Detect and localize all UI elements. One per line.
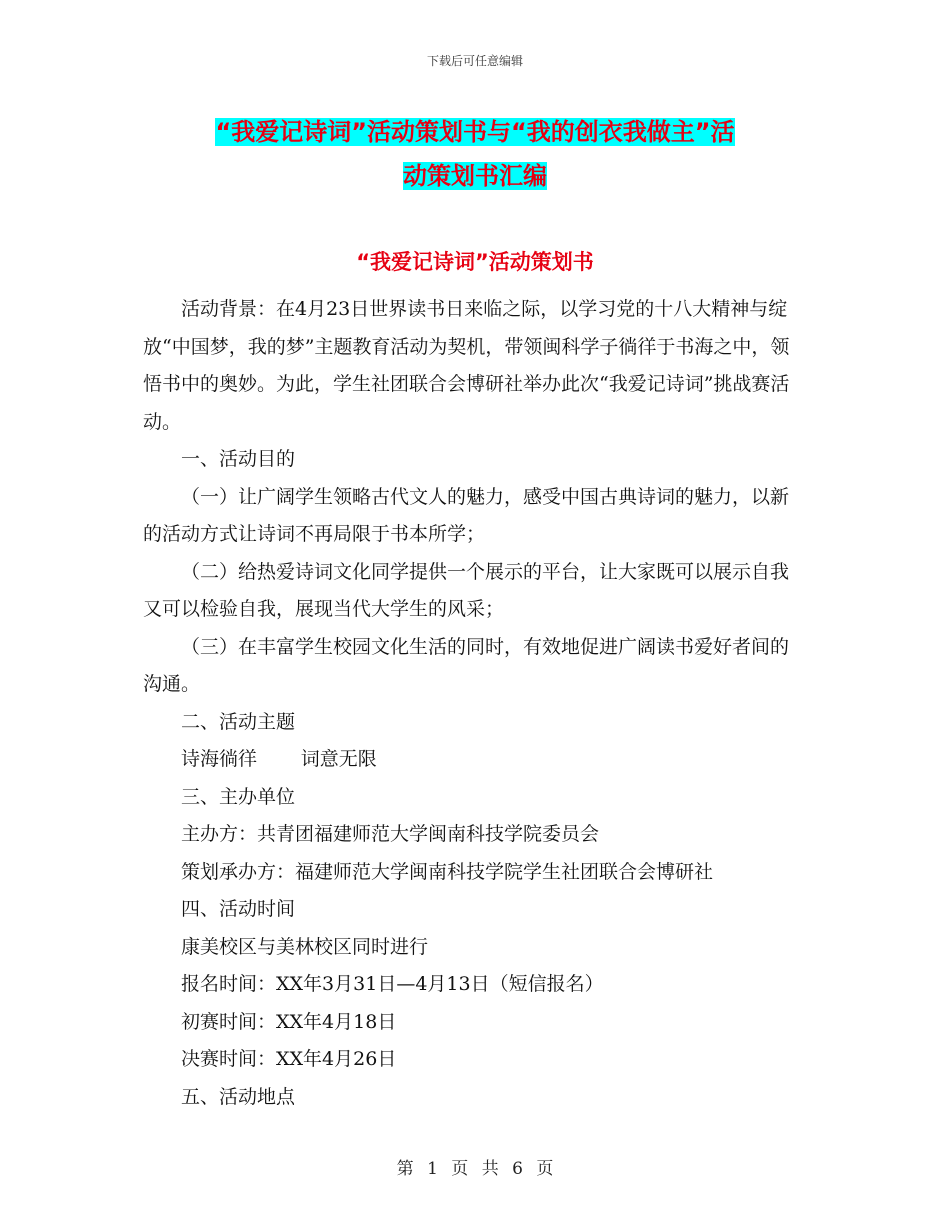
- final-time: 决赛时间：XX年4月26日: [181, 1048, 397, 1070]
- title-line-2: 动策划书汇编: [403, 162, 547, 190]
- header-note: 下载后可任意编辑: [426, 54, 523, 68]
- theme-line: [143, 741, 803, 779]
- host-line: 主办方：共青团福建师范大学闽南科技学院委员会: [181, 823, 600, 845]
- theme-part-2: 词意无限: [300, 748, 377, 770]
- section-title: “我爱记诗词”活动策划书: [356, 250, 594, 274]
- paragraph-background: 活动背景：在4月23日世界读书日来临之际，以学习党的十八大精神与绽放“中国梦，我的梦”主题教育活动为契机，带领闽科学子徜徉于书海之中，领悟书中的奥妙。为此，学生社团联合会博研社举办此次“我爱记诗词”挑战赛活动。: [143, 298, 790, 433]
- organizer-line: 策划承办方：福建师范大学闽南科技学院学生社团联合会博研社: [181, 860, 714, 883]
- footer-ye-2: 页: [536, 1159, 554, 1179]
- prelim-time: 初赛时间：XX年4月18日: [181, 1010, 397, 1033]
- theme-part-1: 诗海徜徉: [181, 748, 258, 770]
- signup-time: 报名时间：XX年3月31日—4月13日（短信报名）: [181, 973, 604, 995]
- heading-time: 四、活动时间: [181, 898, 296, 920]
- page-footer: [0, 1154, 950, 1179]
- heading-location: 五、活动地点: [181, 1085, 296, 1108]
- document-title: [140, 110, 810, 198]
- heading-purpose: 一、活动目的: [181, 448, 296, 470]
- footer-page-number: 1: [427, 1159, 438, 1179]
- footer-ye: 页: [451, 1159, 469, 1179]
- footer-di: 第: [396, 1159, 414, 1179]
- heading-hosts: 三、主办单位: [181, 785, 296, 808]
- document-body: [143, 291, 803, 1116]
- campus-line: 康美校区与美林校区同时进行: [181, 935, 429, 958]
- purpose-item-2: （二）给热爱诗词文化同学提供一个展示的平台，让大家既可以展示自我又可以检验自我，展现当代大学生的风采；: [143, 560, 790, 620]
- purpose-item-3: （三）在丰富学生校园文化生活的同时，有效地促进广阔读书爱好者间的沟通。: [143, 635, 790, 695]
- title-line-1: “我爱记诗词”活动策划书与“我的创衣我做主”活: [215, 118, 735, 146]
- purpose-item-1: （一）让广阔学生领略古代文人的魅力，感受中国古典诗词的魅力，以新的活动方式让诗词不再局限于书本所学；: [143, 485, 790, 545]
- heading-theme: 二、活动主题: [181, 710, 296, 733]
- footer-total-pages: 6: [512, 1159, 523, 1179]
- footer-gong: 共: [481, 1159, 499, 1179]
